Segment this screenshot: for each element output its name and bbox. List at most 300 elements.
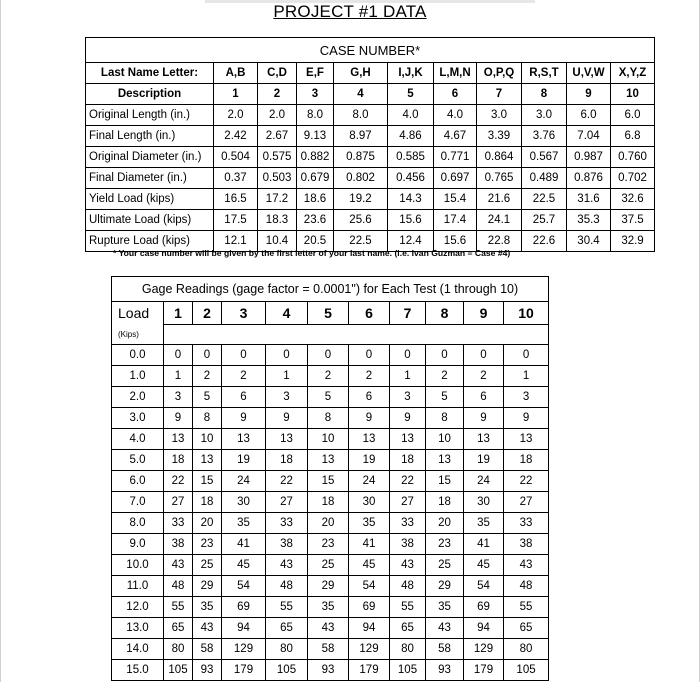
load-value-cell: 15.0 bbox=[112, 660, 164, 681]
case-row-label: Yield Load (kips) bbox=[86, 189, 214, 210]
gage-reading-cell: 43 bbox=[390, 555, 426, 576]
gage-reading-cell: 45 bbox=[464, 555, 504, 576]
case-header-row bbox=[86, 38, 655, 63]
gage-reading-cell: 8 bbox=[193, 408, 222, 429]
gage-reading-cell: 24 bbox=[349, 471, 390, 492]
load-column-header: Load bbox=[112, 302, 164, 325]
letter-group-cell: L,M,N bbox=[434, 63, 477, 84]
gage-reading-cell: 38 bbox=[266, 534, 308, 555]
gage-reading-cell: 10 bbox=[426, 429, 464, 450]
gage-reading-cell: 13 bbox=[349, 429, 390, 450]
gage-reading-cell: 65 bbox=[164, 618, 193, 639]
gage-reading-cell: 18 bbox=[308, 492, 349, 513]
test-number-header: 7 bbox=[390, 302, 426, 325]
gage-reading-cell: 18 bbox=[193, 492, 222, 513]
case-value-cell: 0.504 bbox=[214, 147, 258, 168]
gage-reading-cell: 80 bbox=[164, 639, 193, 660]
gage-reading-cell: 8 bbox=[426, 408, 464, 429]
gage-reading-cell: 0 bbox=[504, 345, 549, 366]
gage-reading-cell: 43 bbox=[266, 555, 308, 576]
gage-reading-cell: 29 bbox=[426, 576, 464, 597]
case-value-cell: 19.2 bbox=[334, 189, 388, 210]
gage-reading-cell: 19 bbox=[464, 450, 504, 471]
gage-reading-cell: 43 bbox=[308, 618, 349, 639]
gage-reading-cell: 129 bbox=[464, 639, 504, 660]
gage-reading-cell: 35 bbox=[193, 597, 222, 618]
gage-reading-cell: 0 bbox=[164, 345, 193, 366]
case-value-cell: 0.585 bbox=[388, 147, 434, 168]
case-number-cell: 9 bbox=[567, 84, 611, 105]
gage-header-row bbox=[112, 277, 549, 302]
gage-reading-cell: 54 bbox=[464, 576, 504, 597]
gage-readings-table bbox=[111, 276, 549, 681]
gage-reading-cell: 2 bbox=[308, 366, 349, 387]
case-value-cell: 3.0 bbox=[522, 105, 567, 126]
gage-reading-cell: 13 bbox=[193, 450, 222, 471]
gage-reading-cell: 3 bbox=[390, 387, 426, 408]
gage-reading-cell: 35 bbox=[222, 513, 266, 534]
load-value-cell: 9.0 bbox=[112, 534, 164, 555]
case-row-label: Final Length (in.) bbox=[86, 126, 214, 147]
letter-group-cell: E,F bbox=[297, 63, 334, 84]
gage-reading-cell: 33 bbox=[266, 513, 308, 534]
gage-reading-cell: 45 bbox=[349, 555, 390, 576]
gage-data-row bbox=[112, 513, 549, 534]
gage-reading-cell: 3 bbox=[504, 387, 549, 408]
case-value-cell: 23.6 bbox=[297, 210, 334, 231]
test-number-header: 3 bbox=[222, 302, 266, 325]
case-value-cell: 22.8 bbox=[477, 231, 522, 252]
letter-group-cell: X,Y,Z bbox=[611, 63, 655, 84]
gage-reading-cell: 41 bbox=[222, 534, 266, 555]
gage-reading-cell: 35 bbox=[464, 513, 504, 534]
case-value-cell: 0.702 bbox=[611, 168, 655, 189]
load-units-label: (Kips) bbox=[112, 325, 164, 345]
load-value-cell: 10.0 bbox=[112, 555, 164, 576]
gage-reading-cell: 27 bbox=[164, 492, 193, 513]
gage-reading-cell: 6 bbox=[464, 387, 504, 408]
case-data-row bbox=[86, 210, 655, 231]
case-value-cell: 0.987 bbox=[567, 147, 611, 168]
case-value-cell: 0.875 bbox=[334, 147, 388, 168]
gage-reading-cell: 55 bbox=[504, 597, 549, 618]
gage-reading-cell: 38 bbox=[390, 534, 426, 555]
gage-reading-cell: 33 bbox=[164, 513, 193, 534]
gage-reading-cell: 22 bbox=[164, 471, 193, 492]
last-name-letter-row bbox=[86, 63, 655, 84]
gage-data-row bbox=[112, 597, 549, 618]
case-value-cell: 9.13 bbox=[297, 126, 334, 147]
gage-reading-cell: 43 bbox=[504, 555, 549, 576]
case-value-cell: 0.456 bbox=[388, 168, 434, 189]
gage-reading-cell: 6 bbox=[222, 387, 266, 408]
gage-reading-cell: 23 bbox=[193, 534, 222, 555]
gage-data-row bbox=[112, 366, 549, 387]
gage-reading-cell: 20 bbox=[308, 513, 349, 534]
test-number-header: 2 bbox=[193, 302, 222, 325]
gage-reading-cell: 2 bbox=[193, 366, 222, 387]
units-row-spacer bbox=[164, 325, 549, 345]
gage-reading-cell: 15 bbox=[426, 471, 464, 492]
gage-reading-cell: 35 bbox=[426, 597, 464, 618]
case-value-cell: 8.97 bbox=[334, 126, 388, 147]
case-value-cell: 3.76 bbox=[522, 126, 567, 147]
gage-reading-cell: 9 bbox=[349, 408, 390, 429]
gage-reading-cell: 179 bbox=[464, 660, 504, 681]
gage-reading-cell: 105 bbox=[390, 660, 426, 681]
gage-reading-cell: 105 bbox=[164, 660, 193, 681]
case-value-cell: 17.5 bbox=[214, 210, 258, 231]
case-value-cell: 0.489 bbox=[522, 168, 567, 189]
gage-data-row bbox=[112, 534, 549, 555]
gage-reading-cell: 35 bbox=[349, 513, 390, 534]
case-number-cell: 8 bbox=[522, 84, 567, 105]
letter-group-cell: C,D bbox=[258, 63, 297, 84]
gage-data-row bbox=[112, 471, 549, 492]
gage-reading-cell: 94 bbox=[349, 618, 390, 639]
gage-reading-cell: 43 bbox=[426, 618, 464, 639]
case-number-cell: 5 bbox=[388, 84, 434, 105]
gage-reading-cell: 0 bbox=[426, 345, 464, 366]
gage-reading-cell: 30 bbox=[464, 492, 504, 513]
gage-reading-cell: 93 bbox=[426, 660, 464, 681]
gage-reading-cell: 69 bbox=[464, 597, 504, 618]
gage-reading-cell: 55 bbox=[390, 597, 426, 618]
case-value-cell: 22.5 bbox=[334, 231, 388, 252]
gage-reading-cell: 179 bbox=[349, 660, 390, 681]
case-value-cell: 0.503 bbox=[258, 168, 297, 189]
case-value-cell: 22.5 bbox=[522, 189, 567, 210]
case-value-cell: 22.6 bbox=[522, 231, 567, 252]
last-name-letter-label: Last Name Letter: bbox=[86, 63, 214, 84]
gage-reading-cell: 93 bbox=[308, 660, 349, 681]
gage-reading-cell: 0 bbox=[222, 345, 266, 366]
gage-reading-cell: 27 bbox=[390, 492, 426, 513]
gage-reading-cell: 0 bbox=[349, 345, 390, 366]
letter-group-cell: O,P,Q bbox=[477, 63, 522, 84]
gage-reading-cell: 18 bbox=[266, 450, 308, 471]
case-value-cell: 6.0 bbox=[611, 105, 655, 126]
gage-reading-cell: 58 bbox=[193, 639, 222, 660]
gage-reading-cell: 20 bbox=[426, 513, 464, 534]
gage-reading-cell: 33 bbox=[504, 513, 549, 534]
gage-reading-cell: 18 bbox=[390, 450, 426, 471]
gage-reading-cell: 65 bbox=[266, 618, 308, 639]
gage-units-row bbox=[112, 325, 549, 345]
case-value-cell: 10.4 bbox=[258, 231, 297, 252]
case-value-cell: 12.4 bbox=[388, 231, 434, 252]
gage-reading-cell: 69 bbox=[349, 597, 390, 618]
gage-reading-cell: 27 bbox=[266, 492, 308, 513]
gage-reading-cell: 20 bbox=[193, 513, 222, 534]
gage-reading-cell: 22 bbox=[504, 471, 549, 492]
gage-reading-cell: 10 bbox=[193, 429, 222, 450]
page-title: PROJECT #1 DATA bbox=[273, 2, 427, 21]
gage-reading-cell: 48 bbox=[504, 576, 549, 597]
gage-reading-cell: 13 bbox=[222, 429, 266, 450]
gage-reading-cell: 13 bbox=[504, 429, 549, 450]
gage-reading-cell: 24 bbox=[222, 471, 266, 492]
gage-reading-cell: 80 bbox=[390, 639, 426, 660]
gage-reading-cell: 94 bbox=[222, 618, 266, 639]
gage-reading-cell: 3 bbox=[266, 387, 308, 408]
case-value-cell: 14.3 bbox=[388, 189, 434, 210]
gage-reading-cell: 38 bbox=[504, 534, 549, 555]
gage-data-row bbox=[112, 660, 549, 681]
load-value-cell: 4.0 bbox=[112, 429, 164, 450]
test-number-header: 8 bbox=[426, 302, 464, 325]
case-value-cell: 17.4 bbox=[434, 210, 477, 231]
gage-reading-cell: 41 bbox=[349, 534, 390, 555]
load-value-cell: 12.0 bbox=[112, 597, 164, 618]
case-data-row bbox=[86, 126, 655, 147]
gage-reading-cell: 55 bbox=[266, 597, 308, 618]
gage-reading-cell: 35 bbox=[308, 597, 349, 618]
gage-reading-cell: 48 bbox=[266, 576, 308, 597]
gage-data-row bbox=[112, 387, 549, 408]
case-value-cell: 0.802 bbox=[334, 168, 388, 189]
gage-reading-cell: 2 bbox=[426, 366, 464, 387]
case-value-cell: 0.771 bbox=[434, 147, 477, 168]
case-value-cell: 6.0 bbox=[567, 105, 611, 126]
gage-data-row bbox=[112, 450, 549, 471]
case-value-cell: 0.37 bbox=[214, 168, 258, 189]
gage-reading-cell: 5 bbox=[308, 387, 349, 408]
gage-reading-cell: 43 bbox=[193, 618, 222, 639]
case-number-table bbox=[85, 37, 655, 252]
case-value-cell: 6.8 bbox=[611, 126, 655, 147]
gage-reading-cell: 15 bbox=[308, 471, 349, 492]
gage-reading-cell: 65 bbox=[504, 618, 549, 639]
gage-reading-cell: 13 bbox=[308, 450, 349, 471]
load-value-cell: 6.0 bbox=[112, 471, 164, 492]
gage-reading-cell: 29 bbox=[193, 576, 222, 597]
case-value-cell: 37.5 bbox=[611, 210, 655, 231]
case-value-cell: 20.5 bbox=[297, 231, 334, 252]
case-value-cell: 8.0 bbox=[297, 105, 334, 126]
gage-data-row bbox=[112, 492, 549, 513]
load-value-cell: 13.0 bbox=[112, 618, 164, 639]
test-number-header: 1 bbox=[164, 302, 193, 325]
case-value-cell: 4.0 bbox=[434, 105, 477, 126]
case-value-cell: 18.6 bbox=[297, 189, 334, 210]
case-value-cell: 7.04 bbox=[567, 126, 611, 147]
gage-data-row bbox=[112, 555, 549, 576]
case-number-cell: 4 bbox=[334, 84, 388, 105]
test-number-header: 9 bbox=[464, 302, 504, 325]
gage-reading-cell: 1 bbox=[164, 366, 193, 387]
case-number-cell: 3 bbox=[297, 84, 334, 105]
case-value-cell: 2.67 bbox=[258, 126, 297, 147]
gage-reading-cell: 38 bbox=[164, 534, 193, 555]
gage-reading-cell: 23 bbox=[426, 534, 464, 555]
gage-reading-cell: 41 bbox=[464, 534, 504, 555]
gage-reading-cell: 45 bbox=[222, 555, 266, 576]
gage-reading-cell: 33 bbox=[390, 513, 426, 534]
gage-reading-cell: 9 bbox=[266, 408, 308, 429]
gage-reading-cell: 9 bbox=[504, 408, 549, 429]
gage-reading-cell: 9 bbox=[464, 408, 504, 429]
gage-reading-cell: 1 bbox=[390, 366, 426, 387]
gage-reading-cell: 18 bbox=[504, 450, 549, 471]
gage-reading-cell: 22 bbox=[390, 471, 426, 492]
gage-reading-cell: 13 bbox=[164, 429, 193, 450]
load-value-cell: 3.0 bbox=[112, 408, 164, 429]
case-value-cell: 0.679 bbox=[297, 168, 334, 189]
case-row-label: Rupture Load (kips) bbox=[86, 231, 214, 252]
gage-reading-cell: 2 bbox=[349, 366, 390, 387]
letter-group-cell: A,B bbox=[214, 63, 258, 84]
load-value-cell: 11.0 bbox=[112, 576, 164, 597]
gage-reading-cell: 13 bbox=[464, 429, 504, 450]
gage-data-row bbox=[112, 576, 549, 597]
gage-reading-cell: 13 bbox=[426, 450, 464, 471]
gage-reading-cell: 129 bbox=[349, 639, 390, 660]
case-value-cell: 21.6 bbox=[477, 189, 522, 210]
gage-data-row bbox=[112, 639, 549, 660]
case-value-cell: 4.0 bbox=[388, 105, 434, 126]
gage-reading-cell: 24 bbox=[464, 471, 504, 492]
case-row-label: Final Diameter (in.) bbox=[86, 168, 214, 189]
gage-reading-cell: 129 bbox=[222, 639, 266, 660]
case-data-row bbox=[86, 105, 655, 126]
case-value-cell: 2.0 bbox=[214, 105, 258, 126]
case-number-cell: 7 bbox=[477, 84, 522, 105]
gage-reading-cell: 27 bbox=[504, 492, 549, 513]
gage-reading-cell: 105 bbox=[266, 660, 308, 681]
gage-reading-cell: 3 bbox=[164, 387, 193, 408]
gage-reading-cell: 25 bbox=[308, 555, 349, 576]
case-value-cell: 24.1 bbox=[477, 210, 522, 231]
gage-reading-cell: 54 bbox=[349, 576, 390, 597]
gage-reading-cell: 25 bbox=[426, 555, 464, 576]
gage-reading-cell: 22 bbox=[266, 471, 308, 492]
letter-group-cell: G,H bbox=[334, 63, 388, 84]
gage-reading-cell: 5 bbox=[193, 387, 222, 408]
case-value-cell: 0.567 bbox=[522, 147, 567, 168]
case-number-cell: 2 bbox=[258, 84, 297, 105]
gage-reading-cell: 13 bbox=[390, 429, 426, 450]
gage-data-row bbox=[112, 408, 549, 429]
case-value-cell: 0.864 bbox=[477, 147, 522, 168]
gage-reading-cell: 18 bbox=[426, 492, 464, 513]
test-number-header: 10 bbox=[504, 302, 549, 325]
gage-reading-cell: 9 bbox=[390, 408, 426, 429]
gage-reading-cell: 29 bbox=[308, 576, 349, 597]
gage-reading-cell: 25 bbox=[193, 555, 222, 576]
gage-reading-cell: 54 bbox=[222, 576, 266, 597]
case-number-cell: 10 bbox=[611, 84, 655, 105]
gage-reading-cell: 48 bbox=[164, 576, 193, 597]
gage-reading-cell: 58 bbox=[426, 639, 464, 660]
gage-reading-cell: 80 bbox=[266, 639, 308, 660]
case-value-cell: 18.3 bbox=[258, 210, 297, 231]
case-value-cell: 15.6 bbox=[388, 210, 434, 231]
gage-reading-cell: 2 bbox=[464, 366, 504, 387]
case-value-cell: 0.876 bbox=[567, 168, 611, 189]
gage-reading-cell: 15 bbox=[193, 471, 222, 492]
gage-reading-cell: 9 bbox=[222, 408, 266, 429]
load-value-cell: 2.0 bbox=[112, 387, 164, 408]
load-value-cell: 14.0 bbox=[112, 639, 164, 660]
load-value-cell: 0.0 bbox=[112, 345, 164, 366]
case-row-label: Ultimate Load (kips) bbox=[86, 210, 214, 231]
case-data-row bbox=[86, 189, 655, 210]
gage-reading-cell: 80 bbox=[504, 639, 549, 660]
test-number-header: 4 bbox=[266, 302, 308, 325]
gage-reading-cell: 8 bbox=[308, 408, 349, 429]
gage-reading-cell: 23 bbox=[308, 534, 349, 555]
gage-data-row bbox=[112, 618, 549, 639]
case-value-cell: 2.42 bbox=[214, 126, 258, 147]
case-value-cell: 31.6 bbox=[567, 189, 611, 210]
test-number-header: 5 bbox=[308, 302, 349, 325]
gage-reading-cell: 13 bbox=[266, 429, 308, 450]
gage-reading-cell: 58 bbox=[308, 639, 349, 660]
case-value-cell: 30.4 bbox=[567, 231, 611, 252]
gage-reading-cell: 65 bbox=[390, 618, 426, 639]
gage-reading-cell: 0 bbox=[390, 345, 426, 366]
case-value-cell: 16.5 bbox=[214, 189, 258, 210]
gage-reading-cell: 10 bbox=[308, 429, 349, 450]
case-value-cell: 0.760 bbox=[611, 147, 655, 168]
gage-reading-cell: 0 bbox=[308, 345, 349, 366]
case-row-label: Original Diameter (in.) bbox=[86, 147, 214, 168]
gage-data-row bbox=[112, 429, 549, 450]
case-value-cell: 32.6 bbox=[611, 189, 655, 210]
case-value-cell: 17.2 bbox=[258, 189, 297, 210]
gage-reading-cell: 6 bbox=[349, 387, 390, 408]
gage-reading-cell: 18 bbox=[164, 450, 193, 471]
case-value-cell: 4.67 bbox=[434, 126, 477, 147]
case-value-cell: 4.86 bbox=[388, 126, 434, 147]
gage-reading-cell: 5 bbox=[426, 387, 464, 408]
case-value-cell: 3.39 bbox=[477, 126, 522, 147]
gage-reading-cell: 2 bbox=[222, 366, 266, 387]
gage-reading-cell: 1 bbox=[266, 366, 308, 387]
case-value-cell: 25.6 bbox=[334, 210, 388, 231]
letter-group-cell: R,S,T bbox=[522, 63, 567, 84]
letter-group-cell: I,J,K bbox=[388, 63, 434, 84]
load-value-cell: 8.0 bbox=[112, 513, 164, 534]
case-value-cell: 0.697 bbox=[434, 168, 477, 189]
gage-reading-cell: 19 bbox=[222, 450, 266, 471]
gage-reading-cell: 93 bbox=[193, 660, 222, 681]
gage-reading-cell: 19 bbox=[349, 450, 390, 471]
case-number-header: CASE NUMBER* bbox=[86, 38, 655, 63]
case-value-cell: 32.9 bbox=[611, 231, 655, 252]
case-value-cell: 0.882 bbox=[297, 147, 334, 168]
case-value-cell: 8.0 bbox=[334, 105, 388, 126]
gage-reading-cell: 1 bbox=[504, 366, 549, 387]
case-footnote: * Your case number will be given by the first letter of your last name. (i.e. Ivan Guzman = Case #4) bbox=[113, 248, 511, 258]
gage-reading-cell: 105 bbox=[504, 660, 549, 681]
case-data-row bbox=[86, 168, 655, 189]
case-data-row bbox=[86, 147, 655, 168]
case-value-cell: 3.0 bbox=[477, 105, 522, 126]
gage-reading-cell: 55 bbox=[164, 597, 193, 618]
gage-reading-cell: 30 bbox=[222, 492, 266, 513]
letter-group-cell: U,V,W bbox=[567, 63, 611, 84]
gage-column-header-row bbox=[112, 302, 549, 325]
gage-data-row bbox=[112, 345, 549, 366]
case-value-cell: 25.7 bbox=[522, 210, 567, 231]
load-value-cell: 1.0 bbox=[112, 366, 164, 387]
case-value-cell: 2.0 bbox=[258, 105, 297, 126]
gage-reading-cell: 43 bbox=[164, 555, 193, 576]
gage-reading-cell: 69 bbox=[222, 597, 266, 618]
description-label: Description bbox=[86, 84, 214, 105]
